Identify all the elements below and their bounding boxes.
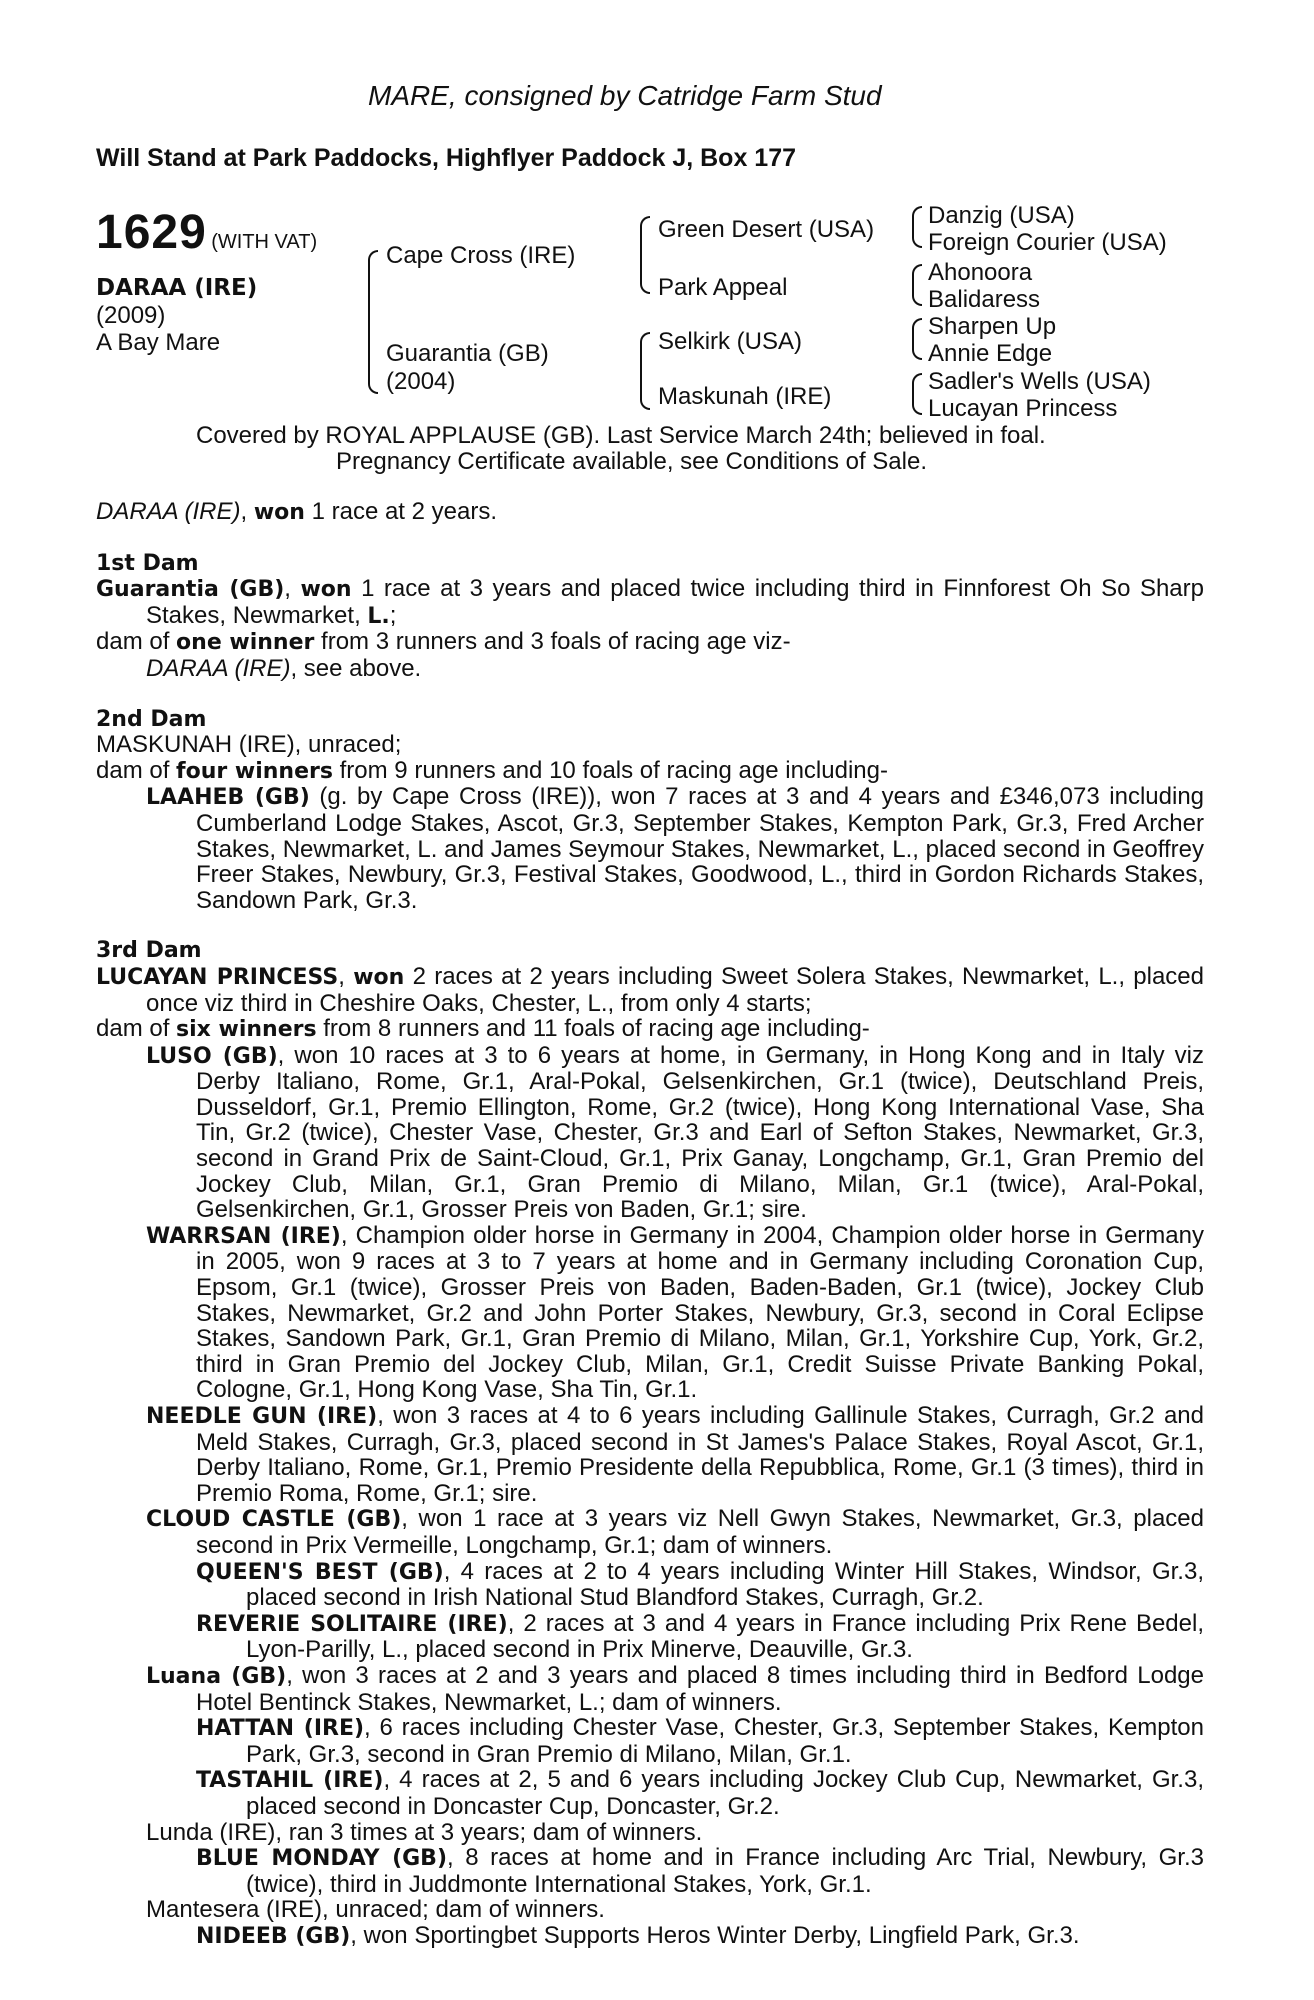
produce-luso: LUSO (GB), won 10 races at 3 to 6 years at home, in Germany, in Hong Kong and in Italy viz Derby Italiano, Rome, Gr.1, Aral-Pokal, Gelsenkirchen, Gr.1 (twice), Deutschland Preis, Dusseldorf, Gr.1, Premio Ellington, Rome, Gr.2 (twice), Hong Kong International Vase, Sha Tin, Gr.2 (twice), Chester Vase, Chester, Gr.3 and Earl of Sefton Stakes, Newmarket, Gr.3, second in Grand Prix de Saint-Cloud, Gr.1, Prix Ganay, Longchamp, Gr.1, Gran Premio del Jockey Club, Milan, Gr.1, Gran Premio di Milano, Milan, Gr.1 (twice), Aral-Pokal, Gelsenkirchen, Gr.1, Grosser Preis von Baden, Gr.1; sire. <box>146 1041 1204 1224</box>
pedigree-sds: Ahonoora <box>928 259 1033 286</box>
first-dam-produce: DARAA (IRE), see above. <box>146 654 422 682</box>
produce-reverie-solitaire: REVERIE SOLITAIRE (IRE), 2 races at 3 and 4 years in France including Prix Rene Bedel, Lyon-Parilly, L., placed second in Prix Minerve, Deauville, Gr.3. <box>196 1609 1204 1664</box>
covered-line: Covered by ROYAL APPLAUSE (GB). Last Service March 24th; believed in foal. <box>196 422 1046 449</box>
gen3-brace-4 <box>912 373 922 415</box>
produce-nideeb: NIDEEB (GB), won Sportingbet Supports Heros Winter Derby, Lingfield Park, Gr.3. <box>196 1921 1080 1949</box>
produce-hattan: HATTAN (IRE), 6 races including Chester Vase, Chester, Gr.3, September Stakes, Kempton Park, Gr.3, second in Gran Premio di Milano, Milan, Gr.1. <box>196 1714 1205 1768</box>
produce-laaheb: LAAHEB (GB) (g. by Cape Cross (IRE)), won 7 races at 3 and 4 years and £346,073 including Cumberland Lodge Stakes, Ascot, Gr.3, September Stakes, Kempton Park, Gr.3, Fred Archer Stakes, Newmarket, L. and James Seymour Stakes, Newmarket, L., placed second in Geoffrey Freer Stakes, Newbury, Gr.3, Festival Stakes, Goodwood, L., third in Gordon Richards Stakes, Sandown Park, Gr.3. <box>146 783 1205 914</box>
stand-location: Will Stand at Park Paddocks, Highflyer Paddock J, Box 177 <box>96 144 796 172</box>
third-dam-produce-summary: dam of six winners from 8 runners and 11 foals of racing age including- <box>96 1015 870 1043</box>
produce-queens-best: QUEEN'S BEST (GB), 4 races at 2 to 4 years including Winter Hill Stakes, Windsor, Gr.3, placed second in Irish National Stud Blandford Stakes, Curragh, Gr.2. <box>196 1557 1204 1612</box>
third-dam-record: LUCAYAN PRINCESS, won 2 races at 2 years including Sweet Solera Stakes, Newmarket, L., placed once viz third in Cheshire Oaks, Chester, L., from only 4 starts; <box>96 962 1204 1017</box>
pedigree-dam-sire: Selkirk (USA) <box>658 328 803 355</box>
pedigree-sss: Danzig (USA) <box>928 202 1075 229</box>
pedigree-sire: Cape Cross (IRE) <box>386 242 576 269</box>
produce-mantesera: Mantesera (IRE), unraced; dam of winners. <box>146 1896 605 1924</box>
produce-warrsan: WARRSAN (IRE), Champion older horse in Germany in 2004, Champion older horse in Germany in 2005, won 9 races at 3 to 7 years at home and in Germany including Coronation Cup, Epsom, Gr.1 (twice), Grosser Preis von Baden, Baden-Baden, Gr.1 (twice), Jockey Club Stakes, Newmarket, Gr.2 and John Porter Stakes, Newbury, Gr.3, second in Coral Eclipse Stakes, Sandown Park, Gr.1, Gran Premio di Milano, Milan, Gr.1, Yorkshire Cup, York, Gr.2, third in Gran Premio del Jockey Club, Milan, Gr.1, Credit Suisse Private Banking Pokal, Cologne, Gr.1, Hong Kong Vase, Sha Tin, Gr.1. <box>146 1221 1204 1404</box>
produce-needle-gun: NEEDLE GUN (IRE), won 3 races at 4 to 6 years including Gallinule Stakes, Curragh, Gr.2 and Meld Stakes, Curragh, Gr.3, placed second in St James's Palace Stakes, Royal Ascot, Gr.1, Derby Italiano, Rome, Gr.1, Premio Presidente della Repubblica, Rome, Gr.1 (3 times), third in Premio Roma, Rome, Gr.1; sire. <box>146 1402 1204 1507</box>
lot-number: 1629 <box>96 206 207 259</box>
sire-dam-brace <box>368 250 378 394</box>
pedigree-sire-dam: Park Appeal <box>658 274 788 301</box>
dam-line-brace <box>640 332 650 410</box>
second-dam-heading: 2nd Dam <box>96 706 207 732</box>
third-dam-heading: 3rd Dam <box>96 938 202 964</box>
first-dam-heading: 1st Dam <box>96 550 199 576</box>
horse-year: (2009) <box>96 302 166 329</box>
pedigree-dam-year: (2004) <box>386 368 456 395</box>
pregnancy-line: Pregnancy Certificate available, see Conditions of Sale. <box>336 448 927 475</box>
page-title: MARE, consigned by Catridge Farm Stud <box>368 80 882 111</box>
gen3-brace-3 <box>912 318 922 360</box>
pedigree-dam: Guarantia (GB) <box>386 340 549 367</box>
pedigree-sire-sire: Green Desert (USA) <box>658 216 875 243</box>
second-dam-produce-summary: dam of four winners from 9 runners and 10 foals of racing age including- <box>96 756 888 784</box>
horse-name: DARAA (IRE) <box>96 275 258 301</box>
gen3-brace-2 <box>912 264 922 306</box>
vat-label: (WITH VAT) <box>211 231 318 253</box>
summary-line: DARAA (IRE), won 1 race at 2 years. <box>96 498 498 525</box>
pedigree-notes <box>96 499 1204 1949</box>
second-dam-record: MASKUNAH (IRE), unraced; <box>96 731 402 759</box>
pedigree-dsd: Annie Edge <box>928 340 1053 367</box>
pedigree-sdd: Balidaress <box>928 286 1041 313</box>
produce-luana: Luana (GB), won 3 races at 2 and 3 years and placed 8 times including third in Bedford Lodge Hotel Bentinck Stakes, Newmarket, L.; dam of winners. <box>146 1661 1204 1716</box>
produce-tastahil: TASTAHIL (IRE), 4 races at 2, 5 and 6 years including Jockey Club Cup, Newmarket, Gr.3, placed second in Doncaster Cup, Doncaster, Gr.2. <box>196 1766 1204 1820</box>
first-dam-record: Guarantia (GB), won 1 race at 3 years and placed twice including third in Finnforest Oh So Sharp Stakes, Newmarket, L.; <box>96 575 1204 629</box>
pedigree-dam-dam: Maskunah (IRE) <box>658 383 832 410</box>
pedigree-ssd: Foreign Courier (USA) <box>928 229 1167 256</box>
horse-description: A Bay Mare <box>96 329 221 356</box>
first-dam-produce-summary: dam of one winner from 3 runners and 3 foals of racing age viz- <box>96 628 791 656</box>
pedigree-dss: Sharpen Up <box>928 313 1057 340</box>
produce-cloud-castle: CLOUD CASTLE (GB), won 1 race at 3 years viz Nell Gwyn Stakes, Newmarket, Gr.3, placed second in Prix Vermeille, Longchamp, Gr.1; dam of winners. <box>146 1505 1204 1559</box>
produce-lunda: Lunda (IRE), ran 3 times at 3 years; dam of winners. <box>146 1818 703 1846</box>
pedigree-dds: Sadler's Wells (USA) <box>928 368 1151 395</box>
sire-line-brace <box>640 216 650 294</box>
lot-number-line <box>96 205 317 260</box>
produce-blue-monday: BLUE MONDAY (GB), 8 races at home and in France including Arc Trial, Newbury, Gr.3 (twice), third in Juddmonte International Stakes, York, Gr.1. <box>196 1844 1204 1898</box>
gen3-brace-1 <box>912 206 922 248</box>
pedigree-ddd: Lucayan Princess <box>928 395 1118 422</box>
